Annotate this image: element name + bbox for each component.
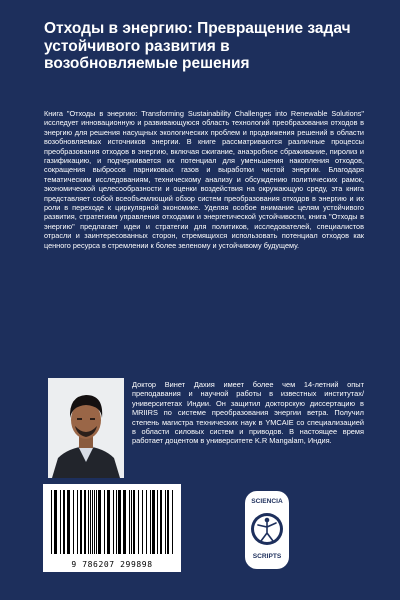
barcode-bars [43, 484, 181, 558]
author-bio: Доктор Винет Дахия имеет более чем 14-летний опыт преподавания и научной работы в известных институтах/университетах Индии. Он защитил докторскую диссертацию в MRIIRS по системе преобразования энергии ветра. Получил степень магистра технических наук в YMCAIE со специализацией в области силовых систем и приводов. В настоящее время работает доцентом в университете K.R Mangalam, Индия. [132, 380, 364, 446]
isbn-barcode [43, 484, 181, 572]
publisher-logo [245, 491, 289, 569]
isbn-digits: 9 786207 299898 [71, 560, 153, 569]
publisher-name-line2: SCRIPTS [252, 553, 282, 560]
book-description: Книга "Отходы в энергию: Transforming Sustainability Challenges into Renewable Solutions" исследует инновационную и развивающуюся область технологий преобразования отходов в энергию для решения насущных экологических проблем и продвижения решений в области возобновляемых источников энергии. В книге рассматриваются различные процессы преобразования отходов в энергию, включая сжигание, анаэробное сбраживание, пиролиз и газификацию, и подчеркивается их потенциал для уменьшения накопления отходов, сокращения выбросов парниковых газов и выработки чистой энергии. Благодаря тематическим исследованиям, техническому анализу и обсуждению политических рамок, экономической целесообразности и оценки воздействия на окружающую среду, эта книга представляет собой всеобъемлющий обзор систем преобразования отходов в энергию и их роли в переходе к циркулярной экономике. Уделяя особое внимание целям устойчивого развития, стратегиям управления отходами и энергетической устойчивости, книга "Отходы в энергию" предлагает идеи и стратегии для политиков, исследователей, специалистов отрасли и заинтересованных сторон, стремящихся использовать потенциал отходов как ценного ресурса в стремлении к более зеленому и устойчивому будущему. [44, 109, 364, 250]
author-photo [48, 378, 124, 478]
book-title: Отходы в энергию: Превращение задач устойчивого развития в возобновляемые решения [44, 20, 351, 72]
publisher-name-line1: SCIENCIA [251, 498, 283, 505]
